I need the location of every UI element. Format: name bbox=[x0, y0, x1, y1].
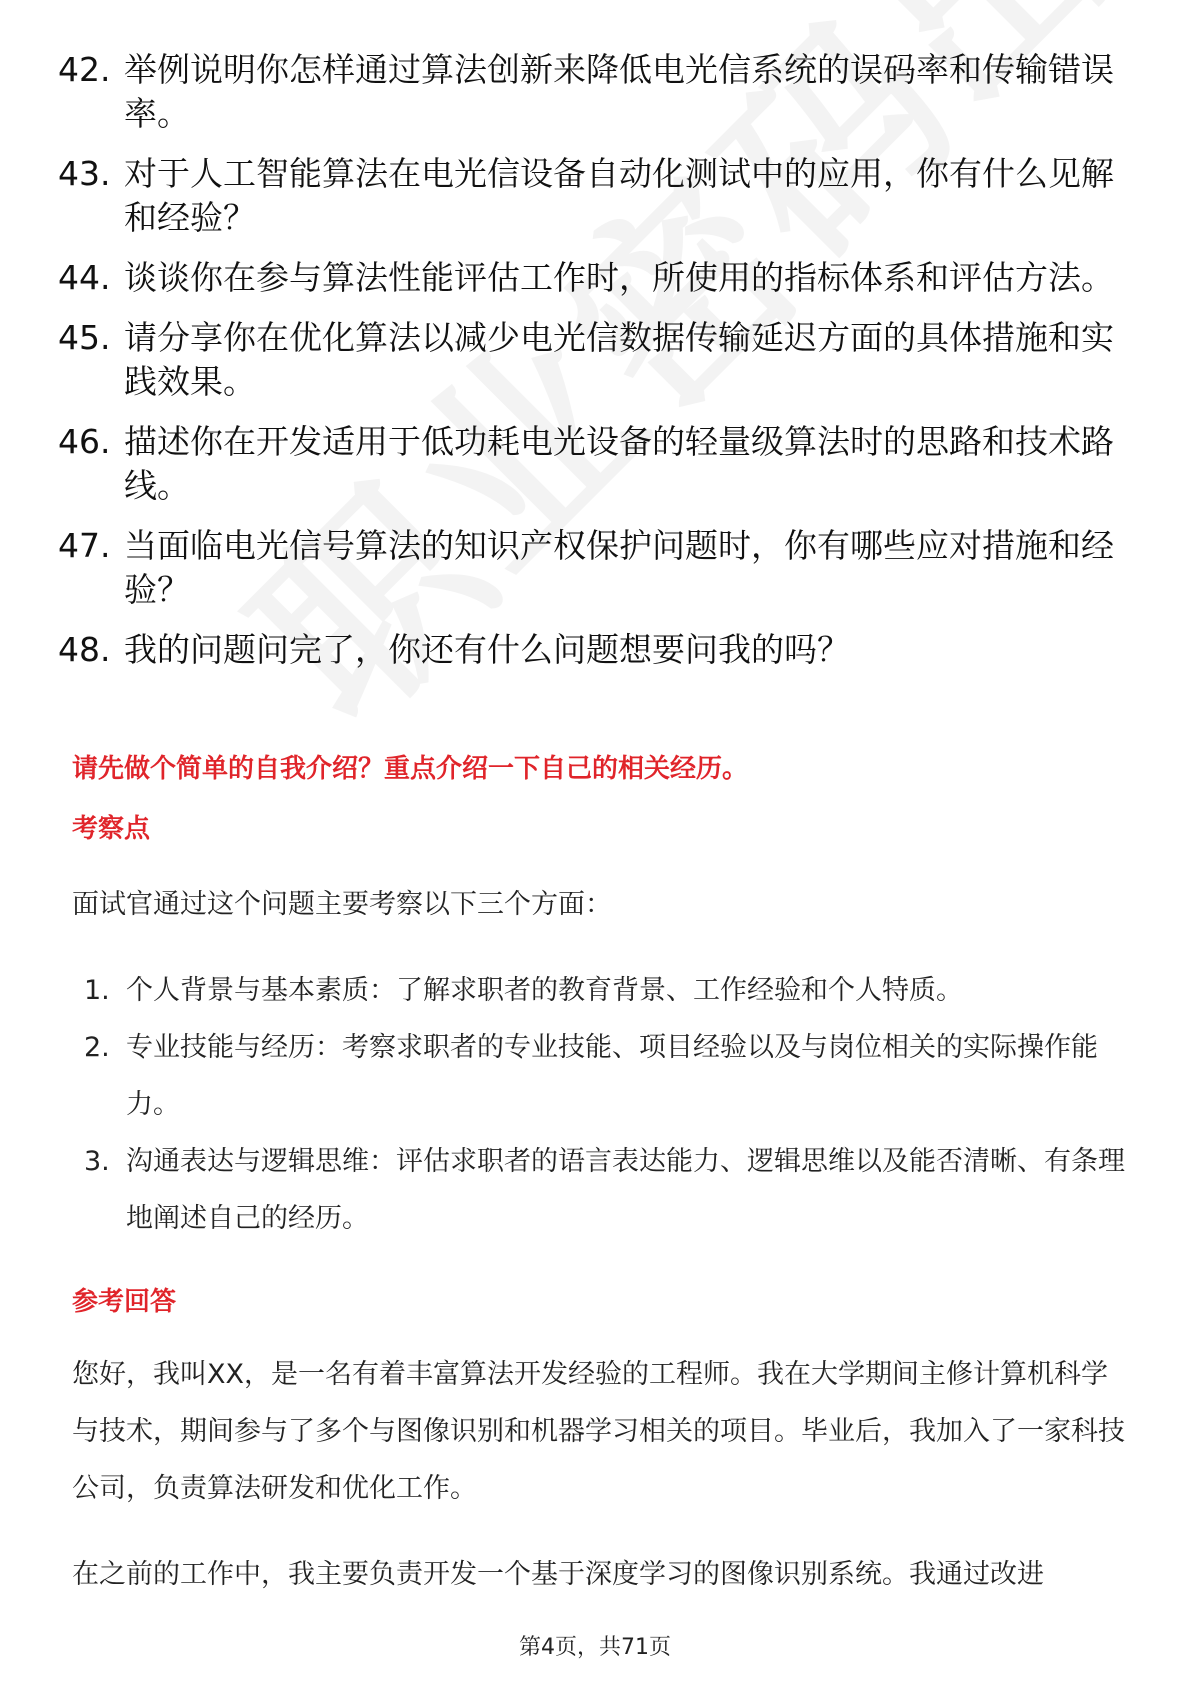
list-item-text: 个人背景与基本素质：了解求职者的教育背景、工作经验和个人特质。 bbox=[126, 975, 963, 1006]
question-number: 42. bbox=[58, 50, 111, 89]
list-item-number: 3. bbox=[84, 1146, 110, 1177]
answer-heading: 参考回答 bbox=[72, 1287, 177, 1317]
question-text: 举例说明你怎样通过算法创新来降低电光信系统的误码率和传输错误率。 bbox=[124, 50, 1114, 133]
question-list bbox=[58, 48, 1118, 688]
question-item bbox=[58, 524, 1118, 612]
question-text: 请分享你在优化算法以减少电光信数据传输延迟方面的具体措施和实践效果。 bbox=[124, 318, 1114, 401]
question-number: 44. bbox=[58, 258, 111, 297]
question-text: 当面临电光信号算法的知识产权保护问题时，你有哪些应对措施和经验？ bbox=[124, 526, 1114, 609]
intro-paragraph: 面试官通过这个问题主要考察以下三个方面： bbox=[72, 889, 612, 920]
points-list bbox=[84, 962, 1134, 1247]
question-item bbox=[58, 628, 1118, 672]
question-text: 我的问题问完了，你还有什么问题想要问我的吗？ bbox=[124, 630, 850, 669]
question-text: 对于人工智能算法在电光信设备自动化测试中的应用，你有什么见解和经验？ bbox=[124, 154, 1114, 237]
list-item bbox=[84, 962, 1134, 1019]
list-item-text: 专业技能与经历：考察求职者的专业技能、项目经验以及与岗位相关的实际操作能力。 bbox=[126, 1032, 1098, 1120]
page-footer: 第4页，共71页 bbox=[519, 1635, 671, 1660]
list-item-number: 2. bbox=[84, 1032, 110, 1063]
question-number: 45. bbox=[58, 318, 111, 357]
question-text: 谈谈你在参与算法性能评估工作时，所使用的指标体系和评估方法。 bbox=[124, 258, 1114, 297]
list-item bbox=[84, 1019, 1134, 1133]
answer-paragraph-1: 您好，我叫XX，是一名有着丰富算法开发经验的工程师。我在大学期间主修计算机科学与技术，期间参与了多个与图像识别和机器学习相关的项目。毕业后，我加入了一家科技公司，负责算法研发和优化工作。 bbox=[72, 1359, 1125, 1504]
question-heading: 请先做个简单的自我介绍？重点介绍一下自己的相关经历。 bbox=[72, 754, 749, 784]
points-heading: 考察点 bbox=[72, 814, 151, 844]
list-item bbox=[84, 1133, 1134, 1247]
question-item bbox=[58, 420, 1118, 508]
question-number: 48. bbox=[58, 630, 111, 669]
question-item bbox=[58, 48, 1118, 136]
question-number: 46. bbox=[58, 422, 111, 461]
list-item-text: 沟通表达与逻辑思维：评估求职者的语言表达能力、逻辑思维以及能否清晰、有条理地阐述自己的经历。 bbox=[126, 1146, 1125, 1234]
question-item bbox=[58, 316, 1118, 404]
question-item bbox=[58, 152, 1118, 240]
question-number: 43. bbox=[58, 154, 111, 193]
question-text: 描述你在开发适用于低功耗电光设备的轻量级算法时的思路和技术路线。 bbox=[124, 422, 1114, 505]
list-item-number: 1. bbox=[84, 975, 110, 1006]
question-item bbox=[58, 256, 1118, 300]
answer-paragraph-2: 在之前的工作中，我主要负责开发一个基于深度学习的图像识别系统。我通过改进 bbox=[72, 1559, 1044, 1590]
question-number: 47. bbox=[58, 526, 111, 565]
